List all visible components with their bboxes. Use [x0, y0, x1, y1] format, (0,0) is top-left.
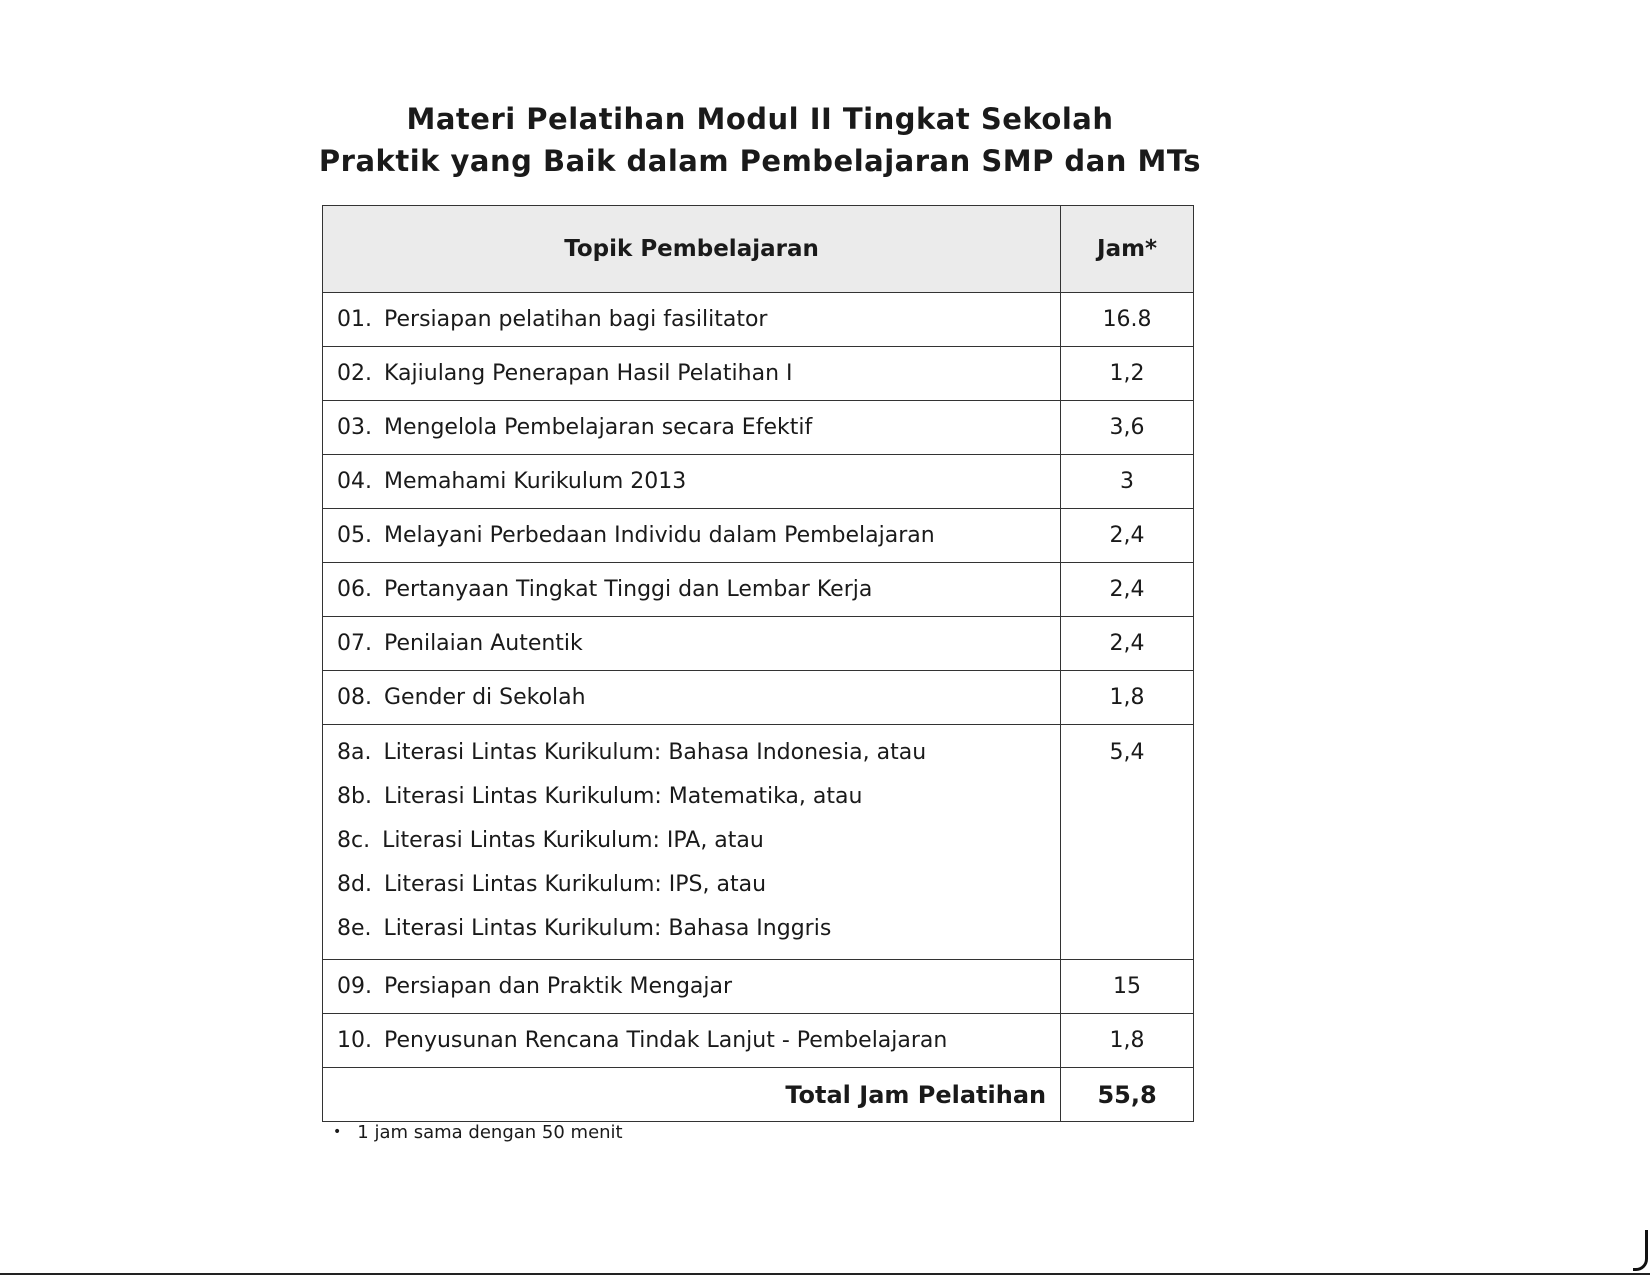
topic-number: 02.	[337, 361, 372, 386]
topic-label: Literasi Lintas Kurikulum: Bahasa Indonesia, atau	[383, 740, 927, 765]
table-row	[323, 671, 1194, 725]
corner-scan-mark	[1633, 1230, 1648, 1271]
topic-cell	[323, 347, 1061, 401]
literacy-item	[337, 819, 1060, 863]
topic-number: 09.	[337, 974, 372, 999]
jam-cell: 3,6	[1061, 401, 1194, 455]
training-materials-table	[322, 205, 1194, 1122]
footnote	[333, 1122, 623, 1143]
table-row	[323, 455, 1194, 509]
jam-cell: 2,4	[1061, 509, 1194, 563]
jam-cell: 1,8	[1061, 671, 1194, 725]
topic-number: 8c.	[337, 828, 371, 853]
topic-label: Melayani Perbedaan Individu dalam Pembelajaran	[384, 523, 935, 548]
table-row	[323, 509, 1194, 563]
topic-cell	[323, 455, 1061, 509]
topic-label: Literasi Lintas Kurikulum: IPS, atau	[383, 872, 767, 897]
topic-number: 07.	[337, 631, 372, 656]
total-value: 55,8	[1061, 1068, 1194, 1122]
topic-label: Literasi Lintas Kurikulum: Matematika, atau	[383, 784, 863, 809]
total-row	[323, 1068, 1194, 1122]
table-row	[323, 347, 1194, 401]
topic-cell	[323, 617, 1061, 671]
topic-number: 10.	[337, 1028, 372, 1053]
table-row	[323, 617, 1194, 671]
literacy-item	[337, 775, 1060, 819]
jam-cell: 5,4	[1061, 725, 1194, 960]
topic-number: 04.	[337, 469, 372, 494]
jam-cell: 2,4	[1061, 563, 1194, 617]
literacy-item	[337, 731, 1060, 775]
document-title-line-1: Materi Pelatihan Modul II Tingkat Sekolah	[406, 102, 1114, 136]
topic-label: Pertanyaan Tingkat Tinggi dan Lembar Kerja	[384, 577, 873, 602]
topic-cell	[323, 563, 1061, 617]
table-row	[323, 401, 1194, 455]
literacy-row	[323, 725, 1194, 960]
topic-number: 08.	[337, 685, 372, 710]
topic-label: Penilaian Autentik	[384, 631, 583, 656]
jam-cell: 1,8	[1061, 1014, 1194, 1068]
topic-cell	[323, 671, 1061, 725]
header-jam: Jam*	[1061, 206, 1194, 293]
document-title-line-2: Praktik yang Baik dalam Pembelajaran SMP dan MTs	[318, 144, 1202, 178]
table-row	[323, 563, 1194, 617]
topic-number: 8a.	[337, 740, 372, 765]
header-topic: Topik Pembelajaran	[323, 206, 1061, 293]
total-label: Total Jam Pelatihan	[323, 1068, 1061, 1122]
topic-label: Gender di Sekolah	[384, 685, 586, 710]
topic-label: Persiapan pelatihan bagi fasilitator	[384, 307, 768, 332]
bullet-icon: •	[333, 1124, 342, 1140]
table-row	[323, 960, 1194, 1014]
literacy-item	[337, 863, 1060, 907]
topic-number: 05.	[337, 523, 372, 548]
topic-label: Literasi Lintas Kurikulum: Bahasa Inggris	[383, 916, 832, 941]
topic-cell	[323, 509, 1061, 563]
topic-number: 01.	[337, 307, 372, 332]
jam-cell: 1,2	[1061, 347, 1194, 401]
table-row	[323, 1014, 1194, 1068]
literacy-item	[337, 907, 1060, 951]
jam-cell: 16.8	[1061, 293, 1194, 347]
table-header-row	[323, 206, 1194, 293]
topic-cell	[323, 960, 1061, 1014]
topic-number: 8b.	[337, 784, 372, 809]
table-row	[323, 293, 1194, 347]
topic-label: Persiapan dan Praktik Mengajar	[384, 974, 733, 999]
topic-number: 03.	[337, 415, 372, 440]
topic-label: Kajiulang Penerapan Hasil Pelatihan I	[384, 361, 793, 386]
topic-number: 06.	[337, 577, 372, 602]
topic-label: Mengelola Pembelajaran secara Efektif	[384, 415, 813, 440]
topic-cell	[323, 1014, 1061, 1068]
jam-cell: 15	[1061, 960, 1194, 1014]
topic-label: Memahami Kurikulum 2013	[384, 469, 687, 494]
footnote-text: 1 jam sama dengan 50 menit	[357, 1122, 623, 1143]
literacy-topics-cell	[323, 725, 1061, 960]
topic-cell	[323, 293, 1061, 347]
jam-cell: 3	[1061, 455, 1194, 509]
topic-cell	[323, 401, 1061, 455]
topic-label: Penyusunan Rencana Tindak Lanjut - Pembelajaran	[384, 1028, 948, 1053]
jam-cell: 2,4	[1061, 617, 1194, 671]
topic-number: 8e.	[337, 916, 372, 941]
topic-label: Literasi Lintas Kurikulum: IPA, atau	[382, 828, 764, 853]
topic-number: 8d.	[337, 872, 372, 897]
